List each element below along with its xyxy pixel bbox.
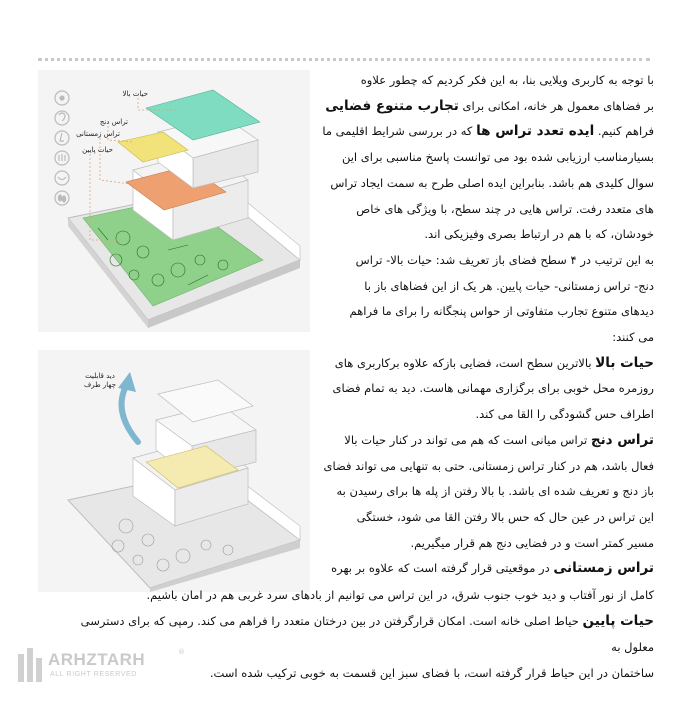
text-line: دنج- تراس زمستانی- حیات پایین. هر یک از این فضاهای باز با bbox=[364, 278, 654, 293]
top-dotted-rule bbox=[38, 58, 650, 61]
text-line: به این ترتیب در ۴ سطح فضای باز تعریف شد: حیات بالا- تراس bbox=[355, 252, 654, 267]
text-line: خودشان، که با هم در ارتباط بصری وفیزیکی اند. bbox=[424, 227, 654, 242]
emphasis-text: تراس دنج bbox=[590, 431, 654, 448]
emphasis-text: حیات پایین bbox=[582, 613, 654, 629]
text-line: فعال باشد، هم در کنار تراس زمستانی. حتی به تنهایی می تواند فضای bbox=[323, 458, 654, 473]
text-line: باز دنج و تعریف شده ای باشد. با بالا رفتن از پله ها برای رسیدن به bbox=[336, 484, 654, 499]
text-line: تراس دنج تراس میانی است که هم می تواند در کنار حیات بالا bbox=[344, 431, 654, 448]
mouth-icon bbox=[55, 171, 69, 185]
emphasis-text: ایده تعدد تراس ها bbox=[476, 123, 595, 140]
text-line: این تراس در عین حال که حس بالا رفتن القا می شود، خستگی bbox=[356, 509, 654, 524]
text-line: تراس زمستانی در موقعیتی قرار گرفته است که علاوه بر بهره bbox=[331, 560, 654, 577]
eye-icon bbox=[55, 91, 69, 105]
logo-tagline: ALL RIGHT RESERVED bbox=[50, 671, 137, 678]
label-view-line2: چهار طرف bbox=[84, 381, 116, 389]
label-top-yard: حیات بالا bbox=[122, 90, 148, 98]
view-arrow bbox=[122, 386, 138, 442]
emphasis-text: تراس زمستانی bbox=[553, 560, 654, 577]
terraces-diagram bbox=[38, 70, 310, 332]
text-line: حیات بالا بالاترین سطح است، فضایی بازکه علاوه برکاربری های bbox=[334, 354, 654, 371]
text-line: ساختمان در این حیاط قرار گرفته است، با فضای سبز این قسمت به خوبی ترکیب شده است. bbox=[209, 666, 654, 680]
text-line: سوال کلیدی هم باشد. بنابراین ایده اصلی طرح به سمت ایجاد تراس bbox=[330, 175, 654, 190]
text-line: بر فضاهای معمول هر خانه، امکانی برای تجارب متنوع فضایی bbox=[325, 97, 654, 114]
top-terrace-view-diagram bbox=[38, 350, 310, 592]
logo-mark-icon bbox=[16, 646, 46, 686]
ear-icon bbox=[55, 111, 69, 125]
text-line: بسیارمناسب ارزیابی شده بود می توانست پاسخ مناسبی برای این bbox=[341, 150, 654, 165]
emphasis-text: حیات بالا bbox=[595, 354, 654, 371]
text-line: روزمره محل خوبی برای برگزاری مهمانی هاست. دید به تمام فضای bbox=[332, 381, 654, 396]
text-line: می کنند: bbox=[612, 330, 654, 345]
logo-registered-mark: ® bbox=[178, 648, 185, 656]
text-line: با توجه به کاربری ویلایی بنا، به این فکر کردیم که چطور علاوه bbox=[360, 73, 654, 87]
feet-icon bbox=[55, 191, 69, 205]
label-winter-terrace: تراس زمستانی bbox=[76, 130, 120, 138]
text-line: مسیر کمتر است و در فضایی دنج هم قرار میگیریم. bbox=[410, 535, 654, 550]
text-line: اطراف حس گشودگی را القا می کند. bbox=[475, 407, 654, 422]
text-line: حیات پایین حیاط اصلی خانه است. امکان قرارگرفتن در بین درختان متعدد را فراهم می کند. رمپی که برای دسترسی معلول به bbox=[80, 613, 654, 654]
text-line: دیدهای متنوع تجارب متفاوتی از حواس پنجگانه را برای ما فراهم bbox=[349, 304, 654, 319]
logo-brand: ARHZTARH bbox=[48, 650, 146, 669]
hand-icon bbox=[55, 151, 69, 165]
text-line: کامل از نور آفتاب و دید خوب جنوب شرق، در این تراس می توانیم از بادهای سرد غربی هم در امان باشیم. bbox=[146, 588, 654, 602]
text-line: های متعدد رفت. تراس هایی در چند سطح، با ویژگی های خاص bbox=[356, 201, 654, 216]
label-view-line1: دید قابلیت bbox=[85, 372, 115, 380]
watermark-logo bbox=[12, 642, 185, 690]
text-line: فراهم کنیم. ایده تعدد تراس ها که در بررسی شرایط اقلیمی ما bbox=[322, 123, 654, 140]
article-column-text bbox=[318, 68, 654, 582]
label-bottom-yard: حیات پایین bbox=[82, 146, 113, 154]
nose-icon bbox=[55, 131, 69, 145]
label-deck-terrace: تراس دنج bbox=[99, 118, 128, 126]
emphasis-text: تجارب متنوع فضایی bbox=[325, 97, 459, 114]
